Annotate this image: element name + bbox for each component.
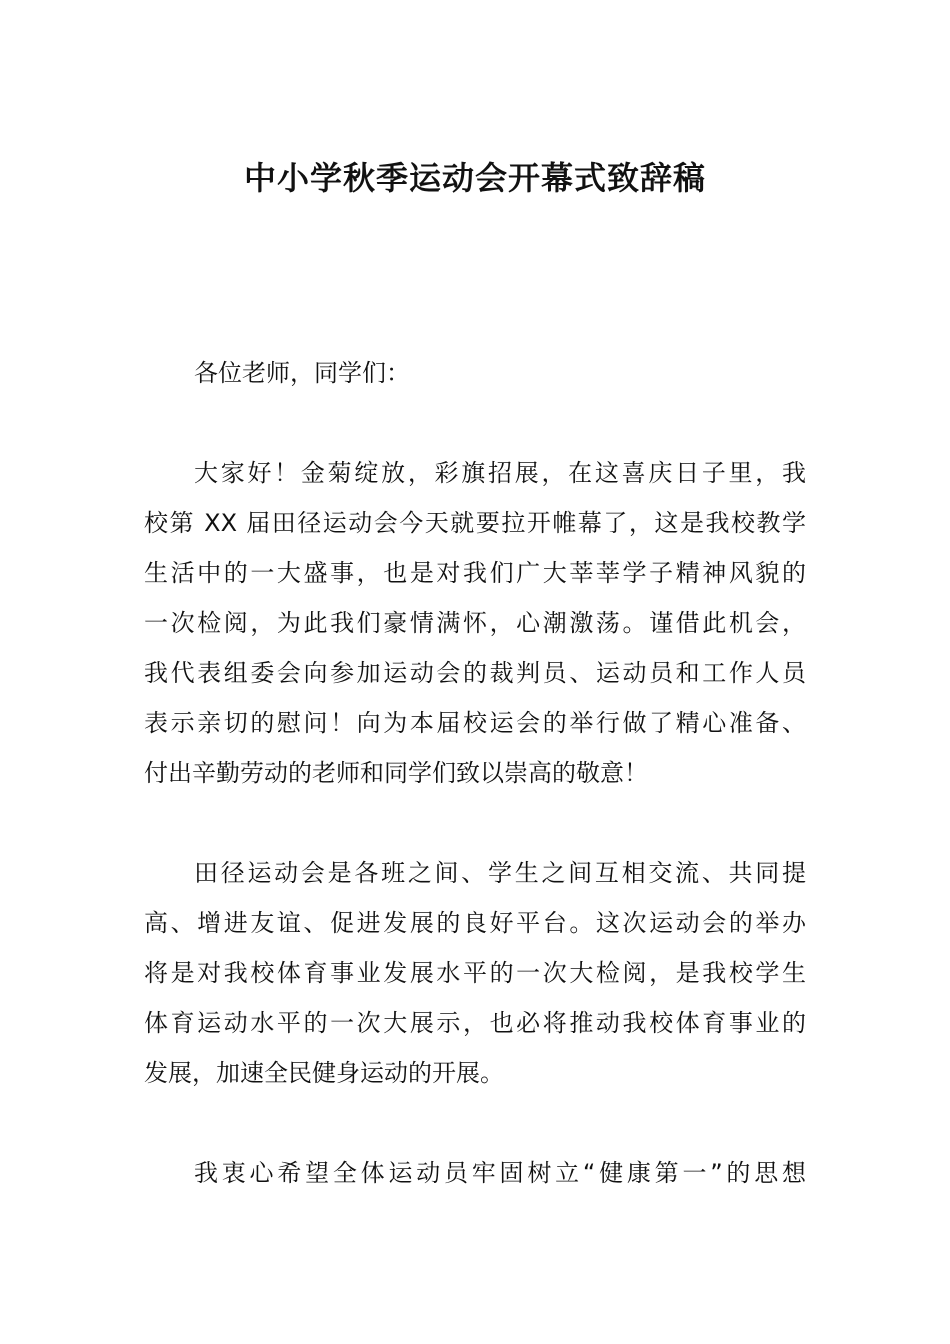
paragraph-line: 高、增进友谊、促进发展的良好平台。这次运动会的举办 (144, 909, 806, 937)
document-body (144, 348, 806, 1198)
paragraph-line: 大家好！金菊绽放，彩旗招展，在这喜庆日子里，我 (194, 459, 806, 487)
paragraph-purpose (144, 848, 806, 1098)
paragraph-line: 付出辛勤劳动的老师和同学们致以崇高的敬意！ (144, 759, 648, 787)
paragraph-line: 将是对我校体育事业发展水平的一次大检阅，是我校学生 (144, 959, 806, 987)
paragraph-line: 校第 XX 届田径运动会今天就要拉开帷幕了，这是我校教学 (144, 509, 806, 537)
paragraph-line: 一次检阅，为此我们豪情满怀，心潮激荡。谨借此机会， (144, 609, 806, 637)
paragraph-greeting (144, 448, 806, 798)
paragraph-spacer (144, 398, 806, 448)
paragraph-line: 我衷心希望全体运动员牢固树立“健康第一”的思想 (194, 1159, 806, 1187)
paragraph-hope (144, 1148, 806, 1198)
paragraph-line: 田径运动会是各班之间、学生之间互相交流、共同提 (194, 859, 806, 887)
paragraph-spacer (144, 1098, 806, 1148)
paragraph-line: 体育运动水平的一次大展示，也必将推动我校体育事业的 (144, 1009, 806, 1037)
paragraph-line: 生活中的一大盛事，也是对我们广大莘莘学子精神风貌的 (144, 559, 806, 587)
salutation: 各位老师，同学们： (194, 359, 410, 387)
paragraph-line: 我代表组委会向参加运动会的裁判员、运动员和工作人员 (144, 659, 806, 687)
paragraph-line: 表示亲切的慰问！向为本届校运会的举行做了精心准备、 (144, 709, 806, 737)
paragraph-spacer (144, 798, 806, 848)
paragraph-line: 发展，加速全民健身运动的开展。 (144, 1059, 504, 1087)
document-title: 中小学秋季运动会开幕式致辞稿 (243, 159, 706, 197)
